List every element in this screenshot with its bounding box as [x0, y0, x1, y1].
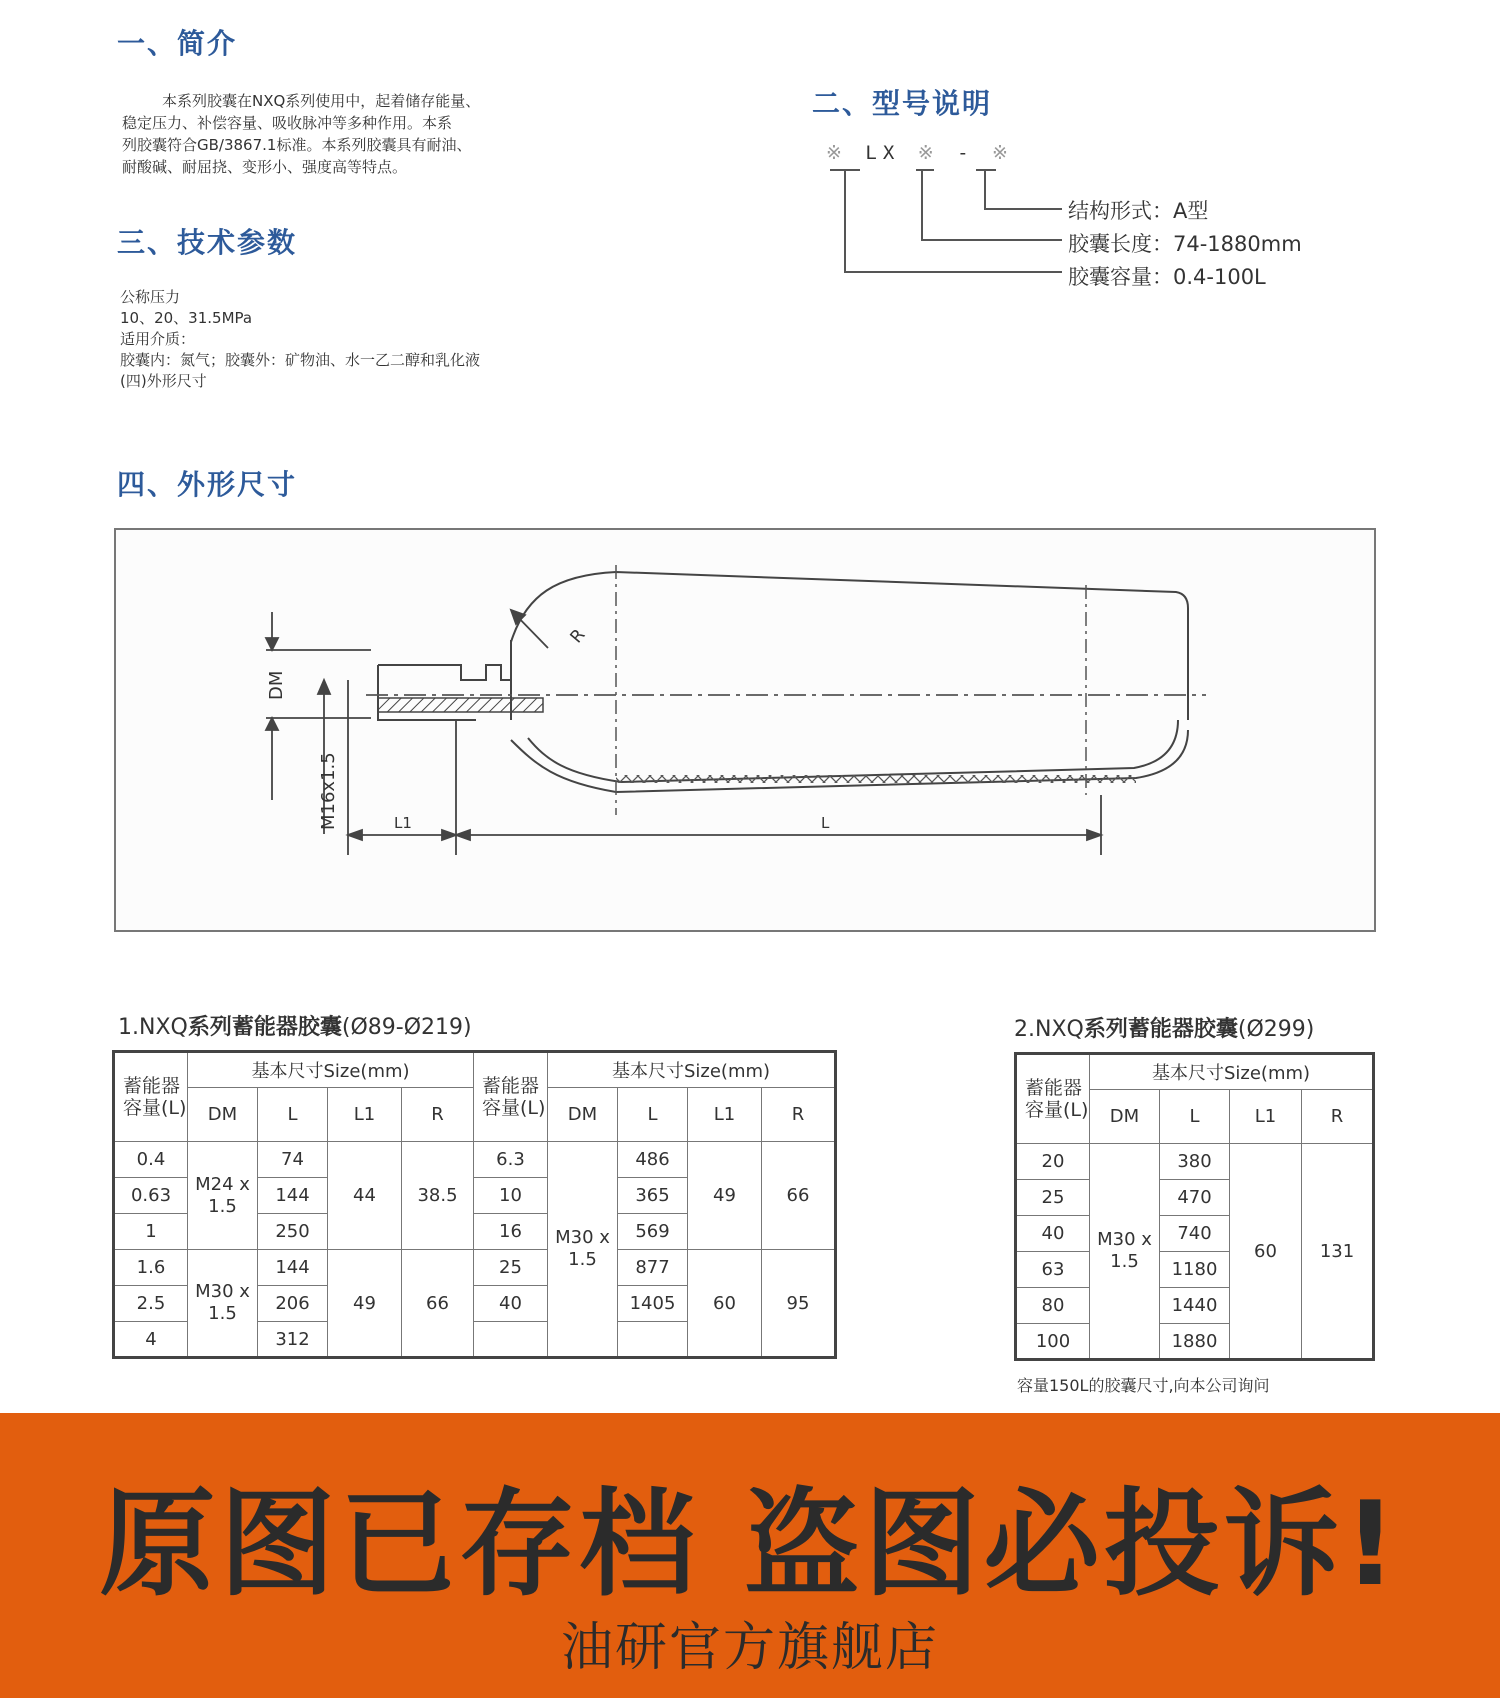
table1-cell: 10 [474, 1178, 548, 1214]
tech-line: 公称压力 [120, 288, 181, 306]
table1-col-l1: L1 [328, 1088, 402, 1142]
table2-cell: 131 [1302, 1144, 1374, 1360]
table1 [112, 1050, 837, 1359]
tech-line: 胶囊内：氮气；胶囊外：矿物油、水一乙二醇和乳化液 [120, 351, 481, 369]
model-code-letters: LX [865, 142, 901, 164]
model-label-length: 胶囊长度：74-1880mm [1068, 232, 1302, 256]
table1-cell: 877 [618, 1250, 688, 1286]
table1-cell: 0.4 [114, 1142, 188, 1178]
stem-hatched-section [378, 698, 543, 712]
table1-cell: 38.5 [402, 1142, 474, 1250]
dm-dimension [266, 610, 1101, 855]
bladder-wall-crosshatch [616, 775, 1136, 783]
tech-line: (四)外形尺寸 [120, 372, 207, 390]
model-code-volume-symbol: ※ [826, 142, 848, 164]
bladder-drawing [116, 530, 1374, 930]
table2-header-size: 基本尺寸Size(mm) [1090, 1054, 1374, 1090]
table2-col-r: R [1302, 1090, 1374, 1144]
table1-caption-prefix: 1.NXQ [118, 1015, 188, 1040]
intro-line: 耐酸碱、耐屈挠、变形小、强度高等特点。 [122, 158, 408, 176]
table1-caption-title: 系列蓄能器胶囊 [187, 1015, 342, 1040]
table1-cell: 66 [402, 1250, 474, 1358]
copyright-banner [0, 1413, 1500, 1698]
table1-header-size: 基本尺寸Size(mm) [188, 1052, 474, 1088]
table2-cell: 470 [1160, 1180, 1230, 1216]
table1-cell: 40 [474, 1286, 548, 1322]
model-heading: 二、型号说明 [812, 87, 993, 120]
drawing-label-thread: M16x1.5 [318, 752, 339, 830]
table1-cell: 569 [618, 1214, 688, 1250]
table1-cell: 49 [688, 1142, 762, 1250]
table2-cell: 60 [1230, 1144, 1302, 1360]
table1-cell: 1 [114, 1214, 188, 1250]
intro-heading: 一、简介 [117, 27, 238, 60]
model-code-structure-symbol: ※ [992, 142, 1014, 164]
table1-col-l1-2: L1 [688, 1088, 762, 1142]
table2-cell: 1180 [1160, 1252, 1230, 1288]
bladder-drawing-frame [114, 528, 1376, 932]
table1-cell: 250 [258, 1214, 328, 1250]
intro-paragraph [122, 90, 480, 178]
table1-cell: 144 [258, 1250, 328, 1286]
table1-header-volume-2: 蓄能器容量(L) [474, 1052, 548, 1142]
table1-cell: 16 [474, 1214, 548, 1250]
table1-cell: 1.6 [114, 1250, 188, 1286]
table1-cell: M30 x 1.5 [548, 1142, 618, 1358]
table2-caption-title: 系列蓄能器胶囊 [1083, 1017, 1238, 1042]
tech-heading: 三、技术参数 [117, 226, 298, 259]
table1-caption-range: (Ø89-Ø219) [341, 1015, 472, 1040]
table1-header-volume: 蓄能器容量(L) [114, 1052, 188, 1142]
banner-warning-text: 原图已存档 盗图必投诉! [99, 1477, 1401, 1612]
model-code [826, 142, 1014, 164]
drawing-label-r: R [566, 625, 590, 648]
table1-col-r-2: R [762, 1088, 836, 1142]
model-label-volume: 胶囊容量：0.4-100L [1068, 265, 1266, 289]
table2-cell: 80 [1016, 1288, 1090, 1324]
table2-cell: 40 [1016, 1216, 1090, 1252]
table2 [1014, 1052, 1375, 1361]
table1-cell: 6.3 [474, 1142, 548, 1178]
dimensions-heading: 四、外形尺寸 [117, 468, 298, 501]
table1-header-size-2: 基本尺寸Size(mm) [548, 1052, 836, 1088]
table1-cell: 25 [474, 1250, 548, 1286]
table1-cell: 95 [762, 1250, 836, 1358]
table1-cell: 1405 [618, 1286, 688, 1322]
table2-header-volume: 蓄能器容量(L) [1016, 1054, 1090, 1144]
table2-col-dm: DM [1090, 1090, 1160, 1144]
drawing-label-l: L [821, 814, 830, 832]
model-label-structure: 结构形式：A型 [1068, 199, 1209, 223]
table2-cell: 20 [1016, 1144, 1090, 1180]
table1-cell: 144 [258, 1178, 328, 1214]
drawing-label-l1: L1 [394, 814, 412, 832]
bladder-outline [378, 572, 1188, 792]
table2-col-l1: L1 [1230, 1090, 1302, 1144]
table1-cell: 74 [258, 1142, 328, 1178]
table2-caption [1014, 1012, 1314, 1043]
table2-note: 容量150L的胶囊尺寸,向本公司询问 [1017, 1376, 1270, 1395]
intro-line: 本系列胶囊在NXQ系列使用中，起着储存能量、 [162, 92, 481, 110]
table1-col-dm-2: DM [548, 1088, 618, 1142]
table1-cell: 2.5 [114, 1286, 188, 1322]
table1-col-l: L [258, 1088, 328, 1142]
table2-cell: 1440 [1160, 1288, 1230, 1324]
tech-paragraph [120, 287, 480, 392]
intro-line: 稳定压力、补偿容量、吸收脉冲等多种作用。本系 [122, 114, 453, 132]
table1-cell: 0.63 [114, 1178, 188, 1214]
table1-col-l-2: L [618, 1088, 688, 1142]
model-code-dash: - [957, 142, 975, 164]
drawing-label-dm: DM [266, 670, 287, 700]
table2-caption-range: (Ø299) [1237, 1017, 1315, 1042]
table2-cell: 25 [1016, 1180, 1090, 1216]
table1-cell: 4 [114, 1322, 188, 1358]
table1-col-r: R [402, 1088, 474, 1142]
table1-cell: 486 [618, 1142, 688, 1178]
table2-cell: 100 [1016, 1324, 1090, 1360]
table1-cell: 49 [328, 1250, 402, 1358]
model-code-length-symbol: ※ [917, 142, 940, 164]
table1-cell: M24 x 1.5 [188, 1142, 258, 1250]
table1-cell: 365 [618, 1178, 688, 1214]
table1-caption [118, 1010, 472, 1041]
table2-cell: M30 x 1.5 [1090, 1144, 1160, 1360]
table2-col-l: L [1160, 1090, 1230, 1144]
table1-cell [618, 1322, 688, 1358]
table1-cell: 44 [328, 1142, 402, 1250]
table1-cell: M30 x 1.5 [188, 1250, 258, 1358]
table1-cell [474, 1322, 548, 1358]
table1-cell: 312 [258, 1322, 328, 1358]
table2-cell: 740 [1160, 1216, 1230, 1252]
table2-cell: 63 [1016, 1252, 1090, 1288]
intro-line: 列胶囊符合GB/3867.1标准。本系列胶囊具有耐油、 [122, 136, 472, 154]
table2-cell: 380 [1160, 1144, 1230, 1180]
table1-col-dm: DM [188, 1088, 258, 1142]
tech-line: 10、20、31.5MPa [120, 309, 253, 327]
banner-store-name: 油研官方旗舰店 [560, 1618, 939, 1678]
table2-caption-prefix: 2.NXQ [1014, 1017, 1084, 1042]
table1-cell: 206 [258, 1286, 328, 1322]
tech-line: 适用介质： [120, 330, 196, 348]
table1-cell: 66 [762, 1142, 836, 1250]
table2-cell: 1880 [1160, 1324, 1230, 1360]
table1-cell: 60 [688, 1250, 762, 1358]
